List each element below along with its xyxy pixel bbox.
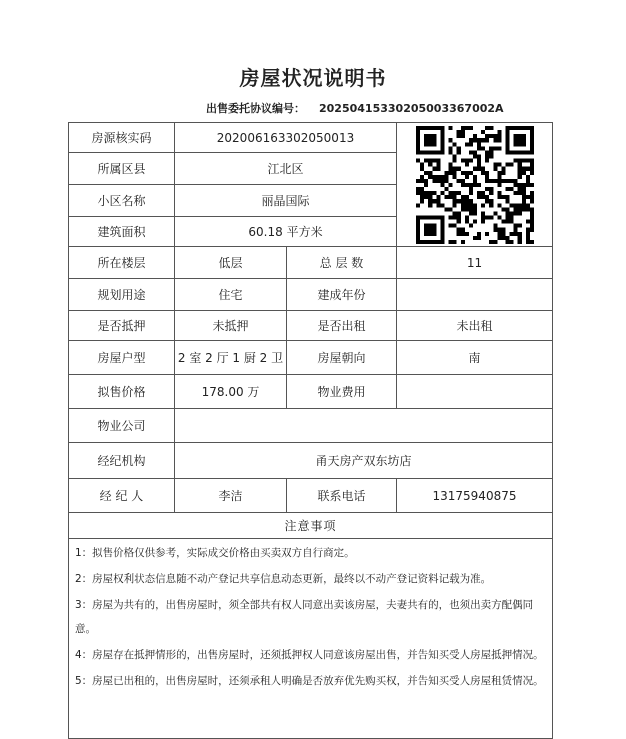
notice-item: 2：房屋权利状态信息随不动产登记共享信息动态更新，最终以不动产登记资料记载为准。 (75, 573, 492, 585)
contract-label: 出售委托协议编号： (206, 102, 305, 115)
community-label: 小区名称 (69, 185, 175, 217)
row-verify-code (69, 123, 553, 153)
verify-code-label: 房源核实码 (69, 123, 175, 153)
property-fee-label: 物业费用 (287, 375, 397, 409)
document-title: 房屋状况说明书 (239, 66, 387, 90)
notice-list (69, 539, 553, 739)
row-property-mgmt (69, 409, 553, 443)
community-value: 丽晶国际 (175, 185, 397, 217)
usage-value: 住宅 (175, 279, 287, 311)
rented-value: 未出租 (397, 311, 553, 341)
agent-label: 经 纪 人 (69, 479, 175, 513)
agency-label: 经纪机构 (69, 443, 175, 479)
row-price (69, 375, 553, 409)
build-year-label: 建成年份 (287, 279, 397, 311)
floor-label: 所在楼层 (69, 247, 175, 279)
notice-item: 4：房屋存在抵押情形的，出售房屋时，还须抵押权人同意该房屋出售，并告知买受人房屋抵押情况。 (75, 649, 544, 661)
floor-value: 低层 (175, 247, 287, 279)
build-year-value (397, 279, 553, 311)
layout-label: 房屋户型 (69, 341, 175, 375)
agent-value: 李洁 (175, 479, 287, 513)
price-value: 178.00 万 (175, 375, 287, 409)
rented-label: 是否出租 (287, 311, 397, 341)
district-label: 所属区县 (69, 153, 175, 185)
mortgage-value: 未抵押 (175, 311, 287, 341)
phone-value: 13175940875 (397, 479, 553, 513)
qr-code-icon (416, 126, 534, 244)
qr-code-cell (397, 123, 553, 247)
row-notice-items (69, 539, 553, 739)
property-mgmt-value (175, 409, 553, 443)
total-floors-value: 11 (397, 247, 553, 279)
row-agency (69, 443, 553, 479)
row-mortgage (69, 311, 553, 341)
notice-item: 1：拟售价格仅供参考，实际成交价格由买卖双方自行商定。 (75, 547, 355, 559)
orientation-label: 房屋朝向 (287, 341, 397, 375)
phone-label: 联系电话 (287, 479, 397, 513)
notice-title: 注意事项 (69, 513, 553, 539)
layout-value: 2 室 2 厅 1 厨 2 卫 (175, 341, 287, 375)
contract-number-line (206, 100, 504, 116)
area-value: 60.18 平方米 (175, 217, 397, 247)
mortgage-label: 是否抵押 (69, 311, 175, 341)
notice-item: 5：房屋已出租的，出售房屋时，还须承租人明确是否放弃优先购买权，并告知买受人房屋租赁情况。 (75, 675, 544, 687)
notice-item: 3：房屋为共有的，出售房屋时，须全部共有权人同意出卖该房屋，夫妻共有的，也须出卖方配偶同意。 (75, 599, 534, 635)
row-floor (69, 247, 553, 279)
total-floors-label: 总 层 数 (287, 247, 397, 279)
row-agent (69, 479, 553, 513)
property-mgmt-label: 物业公司 (69, 409, 175, 443)
property-fee-value (397, 375, 553, 409)
district-value: 江北区 (175, 153, 397, 185)
agency-value: 甬天房产双东坊店 (175, 443, 553, 479)
row-notice-title (69, 513, 553, 539)
orientation-value: 南 (397, 341, 553, 375)
contract-number: 20250415330205003367002A (319, 102, 504, 115)
usage-label: 规划用途 (69, 279, 175, 311)
property-info-table (68, 122, 553, 739)
row-usage (69, 279, 553, 311)
row-layout (69, 341, 553, 375)
area-label: 建筑面积 (69, 217, 175, 247)
price-label: 拟售价格 (69, 375, 175, 409)
verify-code-value: 202006163302050013 (175, 123, 397, 153)
